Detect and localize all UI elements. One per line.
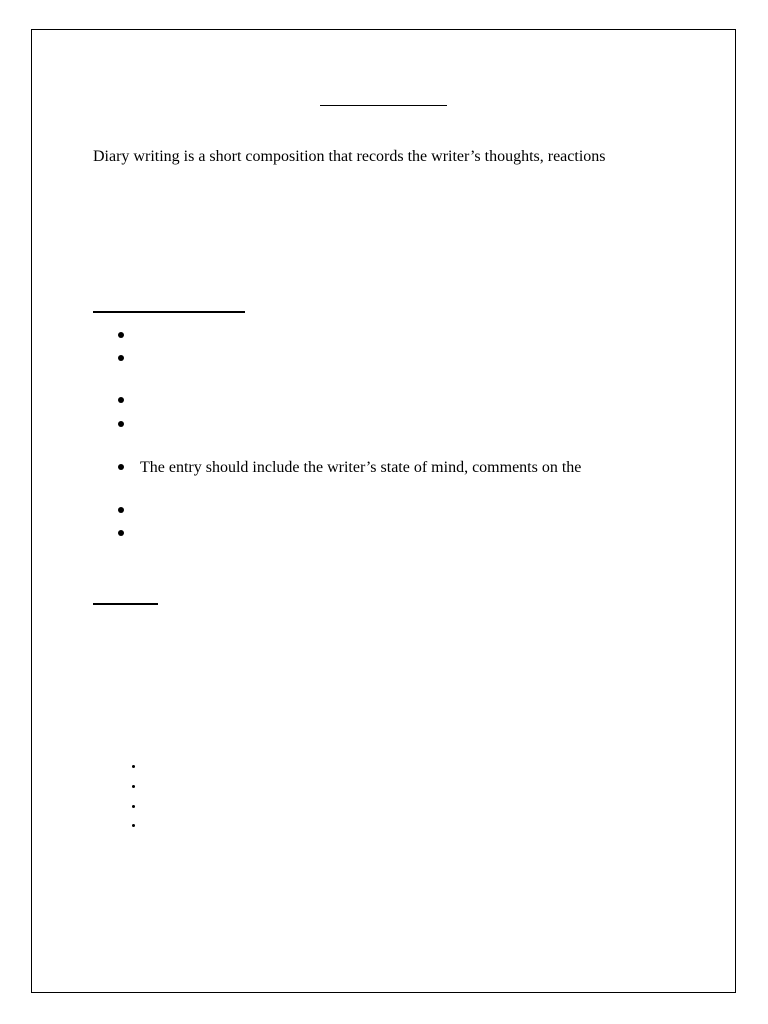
section-2-heading-underline	[93, 603, 158, 605]
title-underline	[320, 105, 447, 106]
section-1-bullet-1	[118, 332, 124, 338]
section-1-bullet-6	[118, 507, 124, 513]
section-1-bullet-2	[118, 355, 124, 361]
section-2-bullet-3	[132, 805, 135, 808]
section-2-bullet-2	[132, 785, 135, 788]
intro-paragraph: Diary writing is a short composition that records the writer’s thoughts, reactions	[93, 148, 606, 165]
section-1-heading-underline	[93, 311, 245, 313]
section-1-bullet-5-text: The entry should include the writer’s state of mind, comments on the	[140, 459, 582, 476]
section-1-bullet-7	[118, 530, 124, 536]
section-1-bullet-3	[118, 397, 124, 403]
document-page	[31, 29, 736, 993]
section-2-bullet-1	[132, 765, 135, 768]
section-2-bullet-4	[132, 824, 135, 827]
section-1-bullet-4	[118, 421, 124, 427]
section-1-bullet-5	[118, 464, 124, 470]
